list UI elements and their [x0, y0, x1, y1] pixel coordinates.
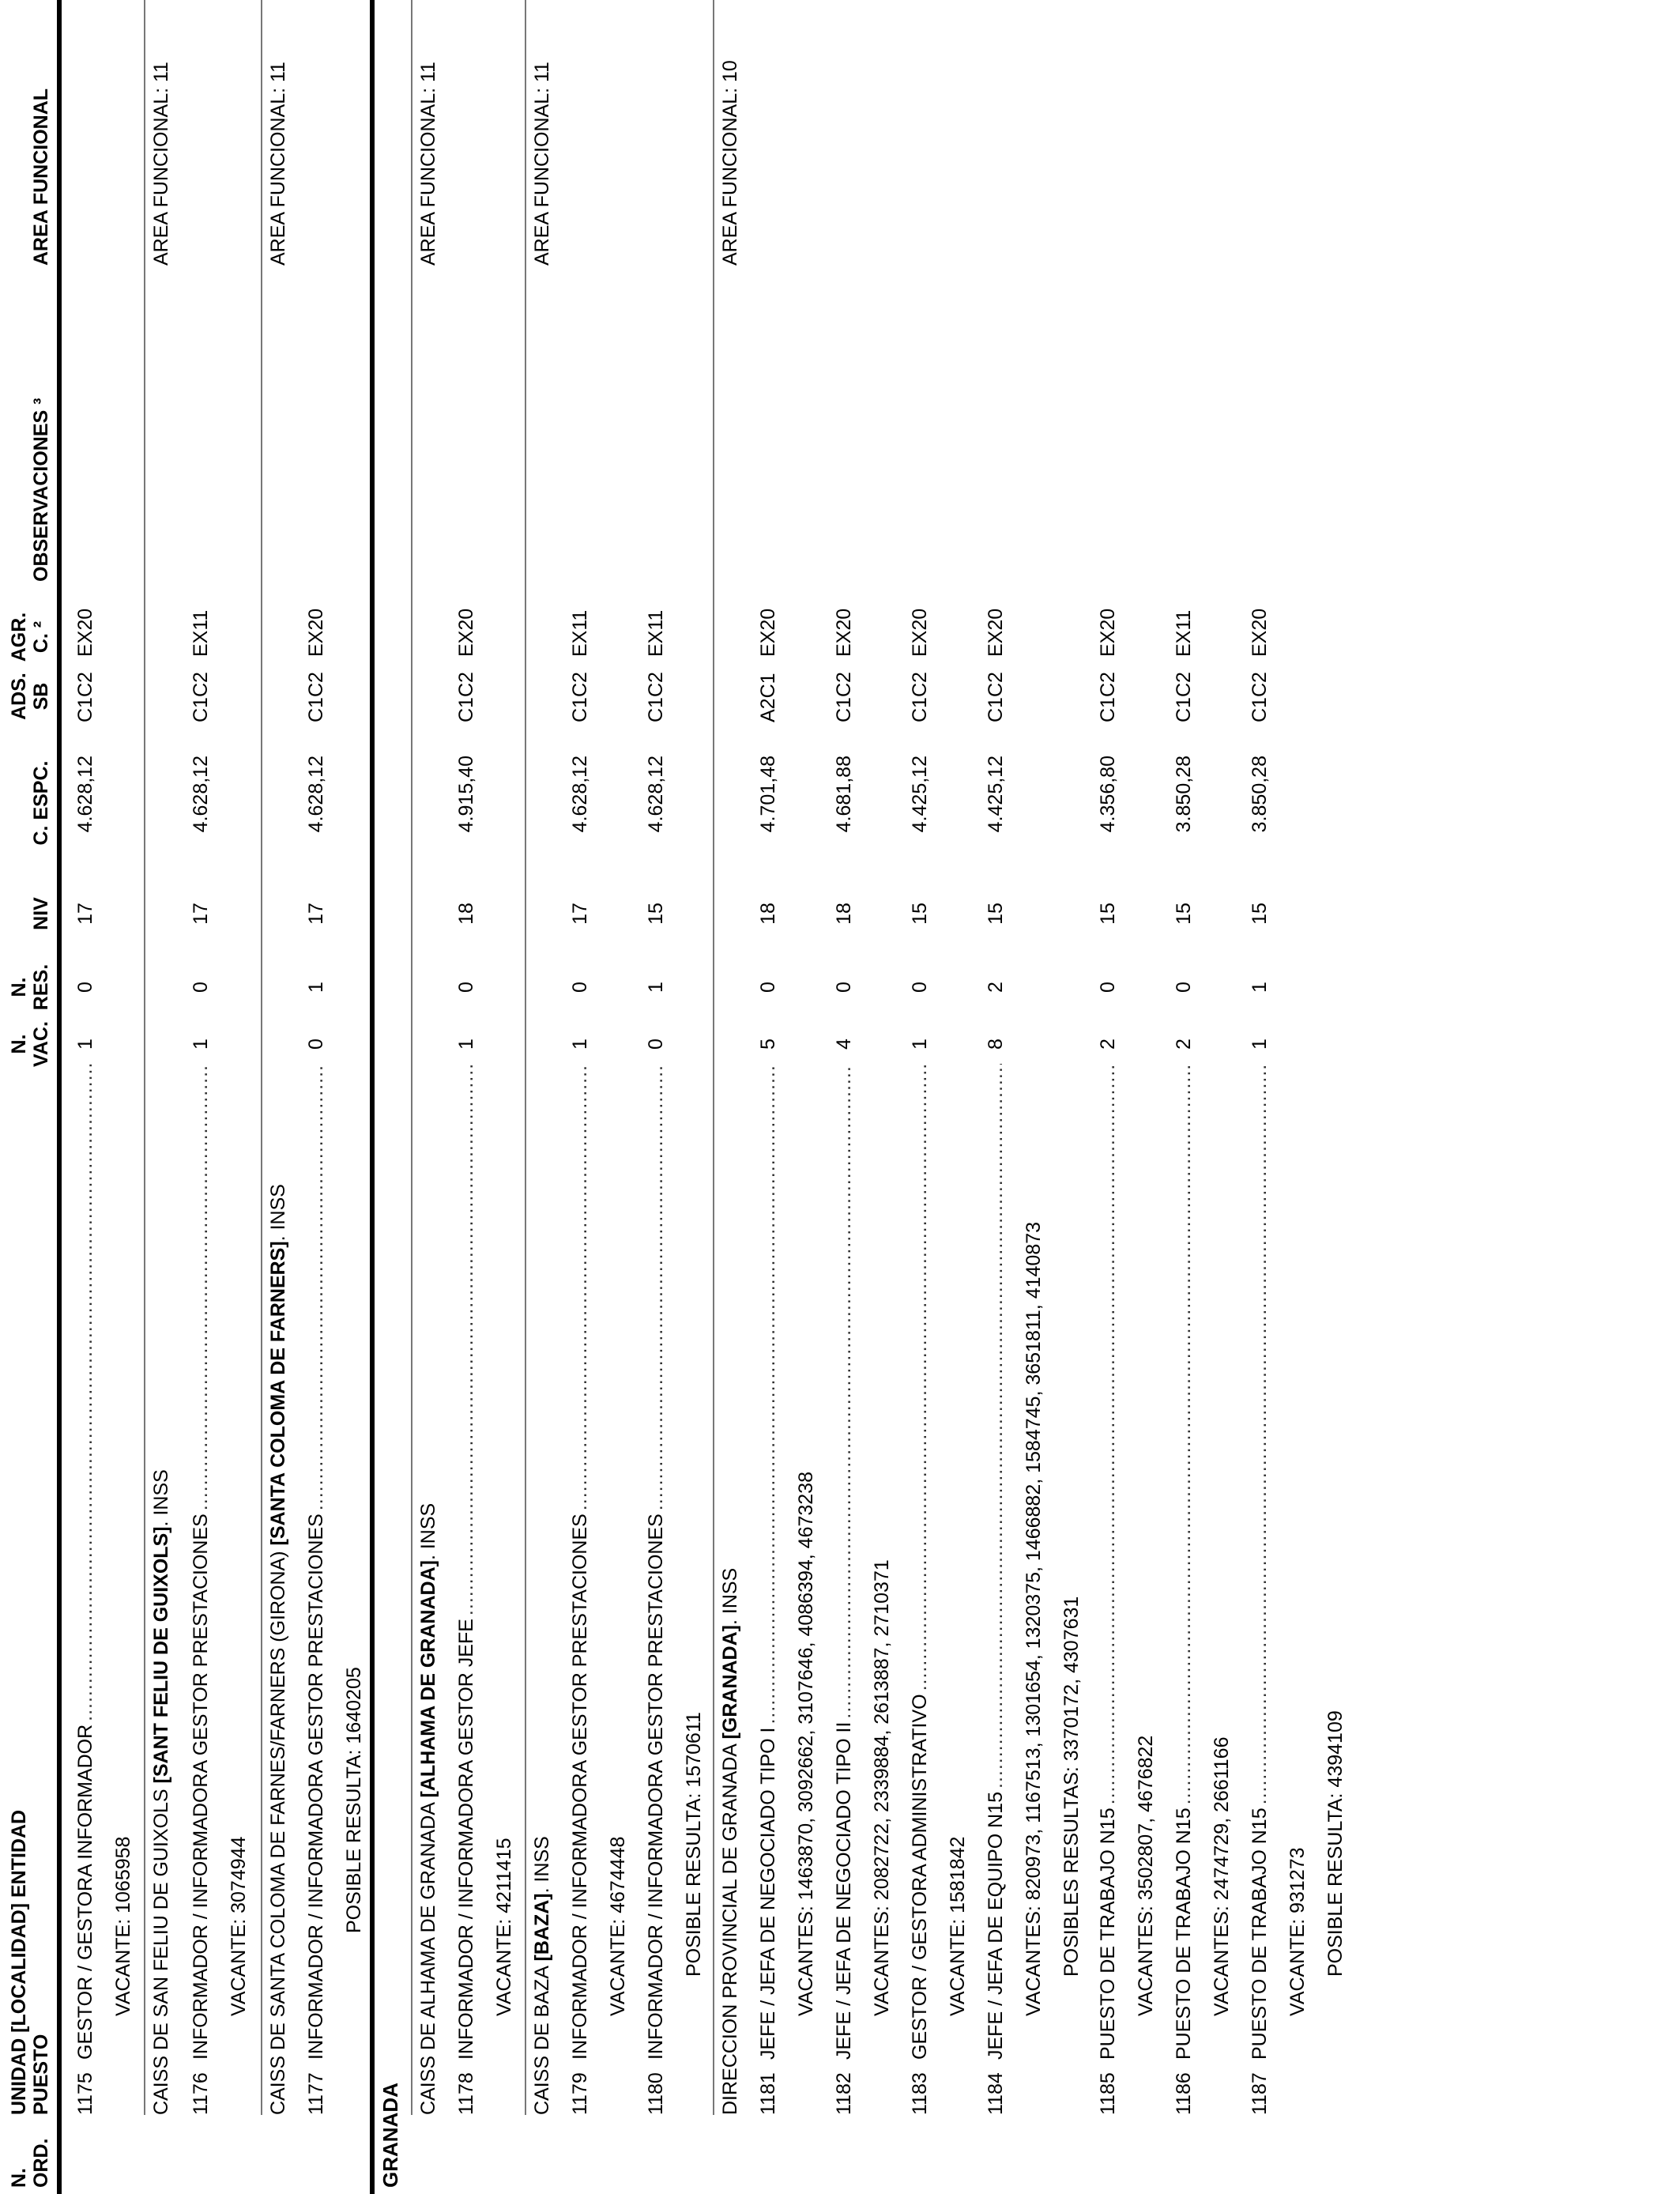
header-rule [57, 0, 62, 2194]
agr-c: EX20 [455, 608, 477, 657]
niv: 18 [833, 903, 855, 925]
c-espc: 4.701,48 [757, 756, 779, 833]
unit-heading [149, 1469, 174, 2115]
section-rule [370, 0, 375, 2194]
n-vac: 0 [645, 1039, 667, 1050]
agr-c: EX20 [74, 608, 96, 657]
n-res: 1 [645, 982, 667, 993]
unit-name: DIRECCION PROVINCIAL DE GRANADA [719, 1739, 741, 2115]
table-row [755, 0, 781, 2194]
puesto-title [983, 1064, 1008, 2060]
unit-locality: [GRANADA] [719, 1625, 741, 1740]
vacancy-detail: VACANTE: 4674448 [607, 1836, 629, 2016]
unit-divider [713, 0, 714, 2115]
n-vac: 8 [985, 1039, 1007, 1050]
puesto-title [303, 1064, 329, 2060]
leader-dots [643, 1064, 669, 1510]
niv: 17 [74, 903, 96, 925]
order-number: 1181 [757, 2072, 779, 2115]
order-number: 1180 [645, 2072, 667, 2115]
unit-heading [266, 1184, 291, 2115]
vacancy-detail: POSIBLES RESULTAS: 3370172, 4307631 [1060, 1596, 1083, 1977]
ads-sb: A2C1 [757, 673, 779, 722]
n-vac: 1 [455, 1039, 477, 1050]
ads-sb: C1C2 [909, 672, 931, 722]
order-number: 1185 [1097, 2072, 1119, 2115]
table-row [1171, 0, 1196, 2194]
table-row [983, 0, 1008, 2194]
unit-divider [525, 0, 526, 2115]
c-espc: 4.628,12 [305, 756, 327, 833]
n-vac: 1 [74, 1039, 96, 1050]
puesto-name: PUESTO DE TRABAJO N15 [1173, 1808, 1195, 2060]
n-vac: 1 [1249, 1039, 1271, 1050]
agr-c: EX20 [757, 608, 779, 657]
puesto-name: INFORMADOR / INFORMADORA GESTOR JEFE [455, 1619, 477, 2060]
order-number: 1184 [985, 2072, 1007, 2115]
puesto-title [643, 1064, 669, 2060]
table-row [188, 0, 213, 2194]
puesto-name: INFORMADOR / INFORMADORA GESTOR PRESTACIONES [569, 1514, 591, 2060]
unit-entity: . INSS [531, 1836, 553, 1894]
unit-heading [718, 1568, 743, 2115]
vacancy-detail: POSIBLE RESULTA: 1640205 [343, 1667, 365, 1933]
ads-sb: C1C2 [1249, 672, 1271, 722]
puesto-title [567, 1064, 593, 2060]
order-number: 1179 [569, 2072, 591, 2115]
puesto-name: PUESTO DE TRABAJO N15 [1097, 1808, 1119, 2060]
n-vac: 1 [190, 1039, 212, 1050]
puesto-name: INFORMADOR / INFORMADORA GESTOR PRESTACIONES [645, 1514, 667, 2060]
order-number: 1176 [190, 2072, 212, 2115]
n-res: 1 [1249, 982, 1271, 993]
vacancy-detail: VACANTES: 2474729, 2661166 [1211, 1736, 1233, 2016]
header-unidad-puesto: UNIDAD [LOCALIDAD] ENTIDAD PUESTO [8, 1809, 52, 2115]
c-espc: 4.356,80 [1097, 756, 1119, 833]
table-row [907, 0, 932, 2194]
n-res: 0 [1173, 982, 1195, 993]
header-c-espc: C. ESPC. [30, 760, 52, 846]
vacancy-detail: VACANTES: 1463870, 3092662, 3107646, 4086394, 4673238 [795, 1472, 817, 2016]
puesto-title [1247, 1064, 1272, 2060]
section-title: GRANADA [379, 2083, 402, 2188]
vacancy-detail: VACANTES: 3502807, 4676822 [1135, 1735, 1157, 2016]
header-agr-c: AGR. C. ² [8, 612, 52, 662]
vacancy-detail: POSIBLE RESULTA: 4394109 [1324, 1710, 1347, 1977]
n-vac: 2 [1097, 1039, 1119, 1050]
header-niv: NIV [30, 897, 52, 930]
order-number: 1186 [1173, 2072, 1195, 2115]
unit-locality: [BAZA] [531, 1893, 553, 1962]
niv: 18 [757, 903, 779, 925]
c-espc: 4.915,40 [455, 756, 477, 833]
order-number: 1183 [909, 2072, 931, 2115]
n-vac: 1 [909, 1039, 931, 1050]
agr-c: EX20 [833, 608, 855, 657]
puesto-name: JEFE / JEFA DE NEGOCIADO TIPO I [757, 1727, 779, 2060]
leader-dots [1247, 1064, 1272, 1804]
order-number: 1178 [455, 2072, 477, 2115]
puesto-title [1095, 1064, 1121, 2060]
leader-dots [73, 1064, 98, 1721]
unit-divider [144, 0, 145, 2115]
unit-heading [529, 1836, 555, 2115]
n-res: 0 [455, 982, 477, 993]
vacancy-detail: VACANTE: 1581842 [947, 1836, 969, 2016]
vacancy-detail: POSIBLE RESULTA: 1570611 [683, 1712, 705, 1977]
n-res: 0 [1097, 982, 1119, 993]
niv: 15 [985, 903, 1007, 925]
agr-c: EX20 [985, 608, 1007, 657]
header-observaciones: OBSERVACIONES ³ [30, 398, 52, 582]
c-espc: 4.628,12 [190, 756, 212, 833]
leader-dots [1095, 1064, 1121, 1804]
table-row [454, 0, 479, 2194]
table-row [303, 0, 329, 2194]
c-espc: 4.425,12 [909, 756, 931, 833]
puesto-name: JEFE / JEFA DE NEGOCIADO TIPO II [833, 1721, 855, 2060]
n-res: 0 [569, 982, 591, 993]
puesto-name: GESTOR / GESTORA ADMINISTRATIVO [909, 1694, 931, 2060]
leader-dots [831, 1064, 857, 1719]
puesto-title [907, 1064, 932, 2060]
c-espc: 3.850,28 [1249, 756, 1271, 833]
agr-c: EX11 [569, 609, 591, 657]
agr-c: EX11 [645, 609, 667, 657]
leader-dots [567, 1064, 593, 1510]
unit-divider [261, 0, 262, 2115]
niv: 18 [455, 903, 477, 925]
niv: 17 [190, 903, 212, 925]
vacancy-detail: VACANTES: 2082722, 2339884, 2613887, 2710371 [871, 1559, 893, 2016]
puesto-name: JEFE / JEFA DE EQUIPO N15 [985, 1792, 1007, 2060]
header-ads-sb: ADS. SB [8, 673, 52, 720]
order-number: 1175 [74, 2072, 96, 2115]
ads-sb: C1C2 [833, 672, 855, 722]
n-res: 0 [909, 982, 931, 993]
table-row [1095, 0, 1121, 2194]
area-funcional: AREA FUNCIONAL: 11 [267, 62, 289, 266]
agr-c: EX20 [909, 608, 931, 657]
niv: 17 [305, 903, 327, 925]
vacancy-detail: VACANTE: 931273 [1286, 1847, 1309, 2016]
agr-c: EX11 [1173, 609, 1195, 657]
unit-heading [416, 1503, 441, 2115]
n-res: 2 [985, 982, 1007, 993]
puesto-title [1171, 1064, 1196, 2060]
puesto-name: PUESTO DE TRABAJO N15 [1249, 1808, 1271, 2060]
area-funcional: AREA FUNCIONAL: 11 [150, 62, 172, 266]
puesto-title [188, 1064, 213, 2060]
c-espc: 4.681,88 [833, 756, 855, 833]
niv: 17 [569, 903, 591, 925]
n-res: 0 [833, 982, 855, 993]
header-n-vac: N. VAC. [8, 1021, 52, 1067]
ads-sb: C1C2 [190, 672, 212, 722]
leader-dots [907, 1064, 932, 1691]
unit-name: CAISS DE BAZA [531, 1961, 553, 2115]
n-vac: 1 [569, 1039, 591, 1050]
niv: 15 [1097, 903, 1119, 925]
leader-dots [188, 1064, 213, 1510]
niv: 15 [1249, 903, 1271, 925]
c-espc: 4.425,12 [985, 756, 1007, 833]
puesto-name: GESTOR / GESTORA INFORMADOR [74, 1724, 96, 2060]
table-row [73, 0, 98, 2194]
puesto-title [755, 1064, 781, 2060]
n-vac: 0 [305, 1039, 327, 1050]
unit-locality: [SANT FELIU DE GUIXOLS] [150, 1526, 172, 1784]
n-vac: 5 [757, 1039, 779, 1050]
table-row [643, 0, 669, 2194]
order-number: 1187 [1249, 2072, 1271, 2115]
leader-dots [755, 1064, 781, 1725]
vacancy-detail: VACANTE: 4211415 [493, 1838, 515, 2016]
unit-locality: [SANTA COLOMA DE FARNERS] [267, 1241, 289, 1546]
niv: 15 [909, 903, 931, 925]
ads-sb: C1C2 [645, 672, 667, 722]
n-res: 0 [190, 982, 212, 993]
order-number: 1182 [833, 2072, 855, 2115]
ads-sb: C1C2 [455, 672, 477, 722]
ads-sb: C1C2 [1173, 672, 1195, 722]
n-res: 1 [305, 982, 327, 993]
n-vac: 4 [833, 1039, 855, 1050]
puesto-title [454, 1064, 479, 2060]
area-funcional: AREA FUNCIONAL: 11 [531, 62, 553, 266]
leader-dots [983, 1064, 1008, 1789]
area-funcional: AREA FUNCIONAL: 11 [417, 62, 439, 266]
puesto-name: INFORMADOR / INFORMADORA GESTOR PRESTACIONES [190, 1514, 212, 2060]
header-n-res: N. RES. [8, 963, 52, 1011]
unit-divider [411, 0, 412, 2115]
order-number: 1177 [305, 2072, 327, 2115]
leader-dots [303, 1064, 329, 1510]
area-funcional: AREA FUNCIONAL: 10 [719, 60, 741, 266]
c-espc: 3.850,28 [1173, 756, 1195, 833]
agr-c: EX20 [305, 608, 327, 657]
puesto-title [73, 1064, 98, 2060]
unit-name: CAISS DE SAN FELIU DE GUIXOLS [150, 1783, 172, 2115]
ads-sb: C1C2 [569, 672, 591, 722]
n-res: 0 [757, 982, 779, 993]
ads-sb: C1C2 [305, 672, 327, 722]
ads-sb: C1C2 [74, 672, 96, 722]
table-row [831, 0, 857, 2194]
n-vac: 2 [1173, 1039, 1195, 1050]
c-espc: 4.628,12 [645, 756, 667, 833]
unit-locality: [ALHAMA DE GRANADA] [417, 1560, 439, 1798]
ads-sb: C1C2 [985, 672, 1007, 722]
vacancy-detail: VACANTE: 1065958 [112, 1836, 134, 2016]
ads-sb: C1C2 [1097, 672, 1119, 722]
unit-name: CAISS DE ALHAMA DE GRANADA [417, 1797, 439, 2115]
vacancy-detail: VACANTE: 3074944 [228, 1836, 250, 2016]
agr-c: EX11 [190, 609, 212, 657]
c-espc: 4.628,12 [74, 756, 96, 833]
niv: 15 [645, 903, 667, 925]
leader-dots [1171, 1064, 1196, 1804]
header-n-ord: N. ORD. [8, 2138, 52, 2188]
puesto-title [831, 1064, 857, 2060]
leader-dots [454, 1064, 479, 1615]
unit-entity: . INSS [267, 1184, 289, 1242]
table-row [567, 0, 593, 2194]
table-row [1247, 0, 1272, 2194]
unit-name: CAISS DE SANTA COLOMA DE FARNES/FARNERS (GIRONA) [267, 1545, 289, 2115]
puesto-name: INFORMADOR / INFORMADORA GESTOR PRESTACIONES [305, 1514, 327, 2060]
agr-c: EX20 [1249, 608, 1271, 657]
unit-entity: . INSS [150, 1469, 172, 1527]
header-area-funcional: AREA FUNCIONAL [30, 88, 52, 266]
vacancy-detail: VACANTES: 820973, 1167513, 1301654, 1320375, 1466882, 1584745, 3651811, 4140873 [1023, 1221, 1045, 2016]
c-espc: 4.628,12 [569, 756, 591, 833]
niv: 15 [1173, 903, 1195, 925]
unit-entity: . INSS [719, 1567, 741, 1626]
n-res: 0 [74, 982, 96, 993]
unit-entity: . INSS [417, 1502, 439, 1561]
agr-c: EX20 [1097, 608, 1119, 657]
